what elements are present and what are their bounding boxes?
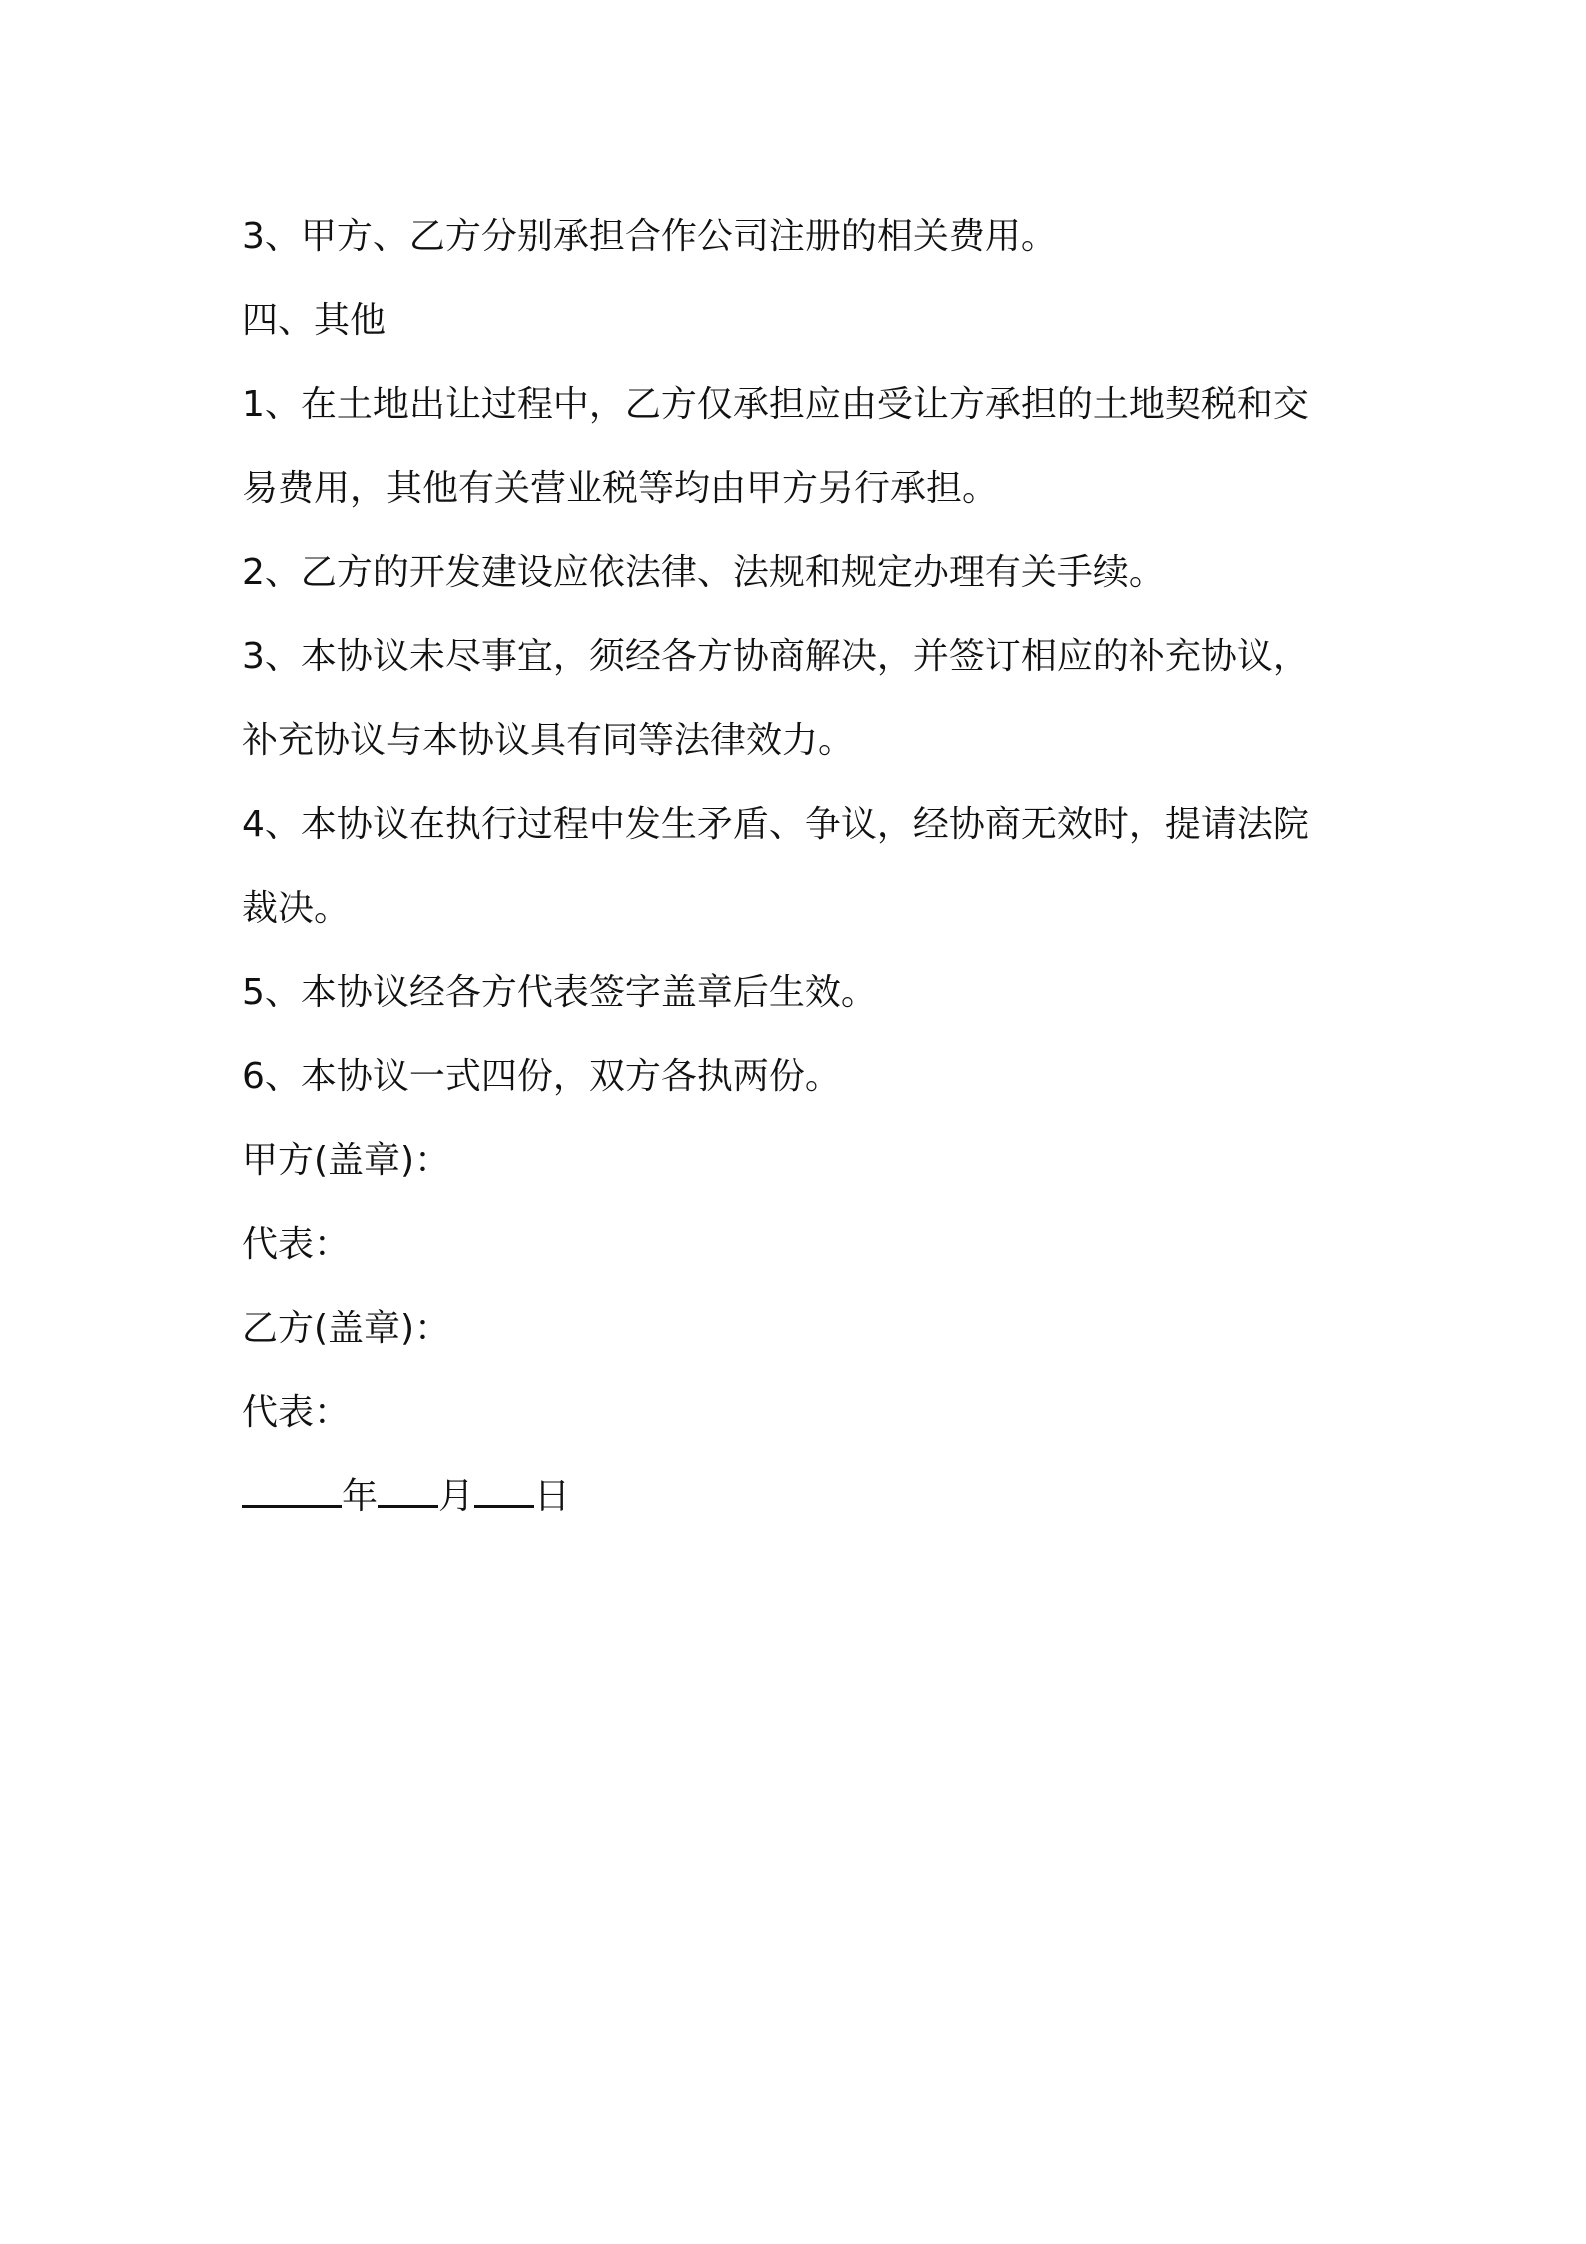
clause-line: 2、乙方的开发建设应依法律、法规和规定办理有关手续。 — [242, 552, 1165, 593]
clause-line: 4、本协议在执行过程中发生矛盾、争议，经协商无效时，提请法院 — [242, 804, 1309, 845]
clause-line: 6、本协议一式四份，双方各执两份。 — [242, 1056, 841, 1097]
party-a-representative-label: 代表： — [242, 1224, 351, 1265]
signing-date — [242, 1455, 1362, 1539]
clause-line: 裁决。 — [242, 888, 351, 929]
day-blank — [474, 1475, 534, 1508]
year-label: 年 — [342, 1476, 379, 1517]
clause-line: 3、甲方、乙方分别承担合作公司注册的相关费用。 — [242, 216, 1057, 257]
document-body — [242, 195, 1362, 1539]
party-b-representative-label: 代表： — [242, 1392, 351, 1433]
clause-line: 5、本协议经各方代表签字盖章后生效。 — [242, 972, 877, 1013]
month-blank — [378, 1475, 438, 1508]
party-a-seal-label: 甲方(盖章)： — [242, 1140, 451, 1181]
section-heading: 四、其他 — [242, 300, 387, 341]
clause-line: 易费用，其他有关营业税等均由甲方另行承担。 — [242, 468, 999, 509]
clause-line: 3、本协议未尽事宜，须经各方协商解决，并签订相应的补充协议， — [242, 636, 1309, 677]
party-b-seal-label: 乙方(盖章)： — [242, 1308, 451, 1349]
clause-line: 补充协议与本协议具有同等法律效力。 — [242, 720, 855, 761]
clause-line: 1、在土地出让过程中，乙方仅承担应由受让方承担的土地契税和交 — [242, 384, 1309, 425]
day-label: 日 — [534, 1476, 571, 1517]
year-blank — [242, 1475, 342, 1508]
month-label: 月 — [438, 1476, 475, 1517]
